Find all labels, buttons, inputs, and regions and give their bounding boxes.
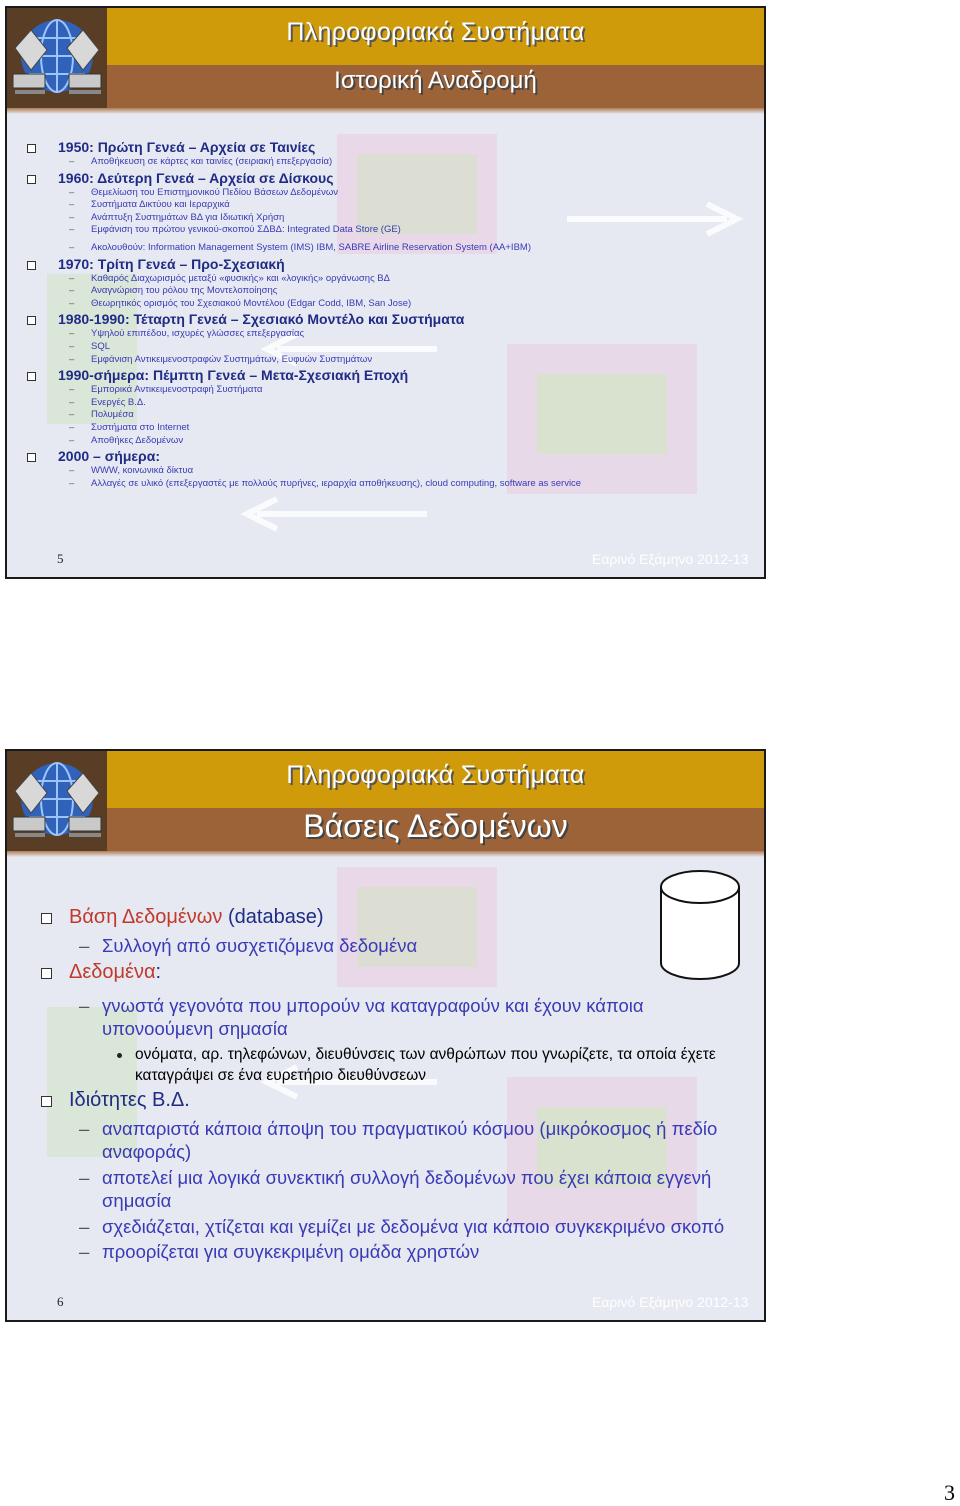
list-heading: Δεδομένα: (7, 958, 764, 987)
square-bullet-icon (41, 968, 52, 979)
square-bullet-icon (27, 144, 36, 153)
list-item: – προορίζεται για συγκεκριμένη ομάδα χρηστών (79, 1241, 480, 1262)
slide-subtitle: Ιστορική Αναδρομή (334, 67, 537, 94)
list-heading: 1990-σήμερα: Πέμπτη Γενεά – Μετα-Σχεσιακή Εποχή (7, 367, 764, 384)
list-item: – Εμφάνιση του πρώτου γενικού-σκοπού ΣΔΒΔ: Integrated Data Store (GE) (69, 224, 401, 236)
square-bullet-icon (27, 453, 36, 462)
list-item: – Ακολουθούν: Information Management System (IMS) IBM, SABRE Airline Reservation System (AA+IBM) (69, 241, 531, 253)
list-heading: Ιδιότητες Β.Δ. (7, 1086, 764, 1115)
square-bullet-icon (27, 372, 36, 381)
list-item: – Εμπορικά Αντικειμενοστραφή Συστήματα (69, 384, 263, 396)
slide-number: 6 (57, 1294, 64, 1309)
slide-subtitle: Βάσεις Δεδομένων (303, 808, 568, 844)
slide-databases (5, 749, 766, 1322)
list-item: – Εμφάνιση Αντικειμενοστραφών Συστημάτων, Ευφυών Συστημάτων (69, 353, 373, 365)
list-item: – Πολυμέσα (69, 409, 134, 421)
list-heading: Βάση Δεδομένων (database) (7, 903, 764, 932)
round-bullet-icon (117, 1053, 122, 1058)
history-list (7, 138, 764, 490)
database-definitions-list (7, 903, 764, 1264)
square-bullet-icon (27, 175, 36, 184)
header-title: Πληροφοριακά Συστήματα (286, 761, 585, 789)
square-bullet-icon (41, 913, 52, 924)
list-item: – Θεωρητικός ορισμός του Σχεσιακού Μοντέλου (Edgar Codd, IBM, San Jose) (69, 297, 412, 309)
globe-network-logo-icon (7, 751, 107, 851)
list-item: – γνωστά γεγονότα που μπορούν να καταγραφούν και έχουν κάποια υπονοούμενη σημασία (79, 994, 644, 1039)
list-item: – Αποθήκες Δεδομένων (69, 434, 184, 446)
list-item: – Αναγνώριση του ρόλου της Μοντελοποίησης (69, 285, 278, 297)
globe-network-logo-icon (7, 8, 107, 108)
list-item: – σχεδιάζεται, χτίζεται και γεμίζει με δεδομένα για κάποιο συγκεκριμένο σκοπό (79, 1215, 725, 1237)
square-bullet-icon (27, 261, 36, 270)
list-item: – Καθαρός Διαχωρισμός μεταξύ «φυσικής» και «λογικής» οργάνωσης ΒΔ (69, 272, 390, 284)
list-item: – Συστήματα Δικτύου και Ιεραρχικά (69, 199, 230, 211)
list-item: – Αλλαγές σε υλικό (επεξεργαστές με πολλούς πυρήνες, ιεραρχία αποθήκευσης), cloud computing, software as service (69, 477, 582, 489)
slide-history (5, 6, 766, 579)
header-title: Πληροφοριακά Συστήματα (286, 18, 585, 46)
list-item: – WWW, κοινωνικά δίκτυα (69, 465, 194, 477)
list-item: – Θεμελίωση του Επιστημονικού Πεδίου Βάσεων Δεδομένων (69, 186, 339, 198)
list-item: – Υψηλού επιπέδου, ισχυρές γλώσσες επεξεργασίας (69, 328, 305, 340)
list-item: – Συστήματα στο Internet (69, 421, 190, 433)
list-item: – Συλλογή από συσχετιζόμενα δεδομένα (79, 935, 418, 956)
list-item: – Ανάπτυξη Συστημάτων ΒΔ για Ιδιωτική Χρήση (69, 211, 285, 223)
square-bullet-icon (41, 1096, 52, 1107)
list-item: – Ενεργές Β.Δ. (69, 396, 146, 408)
square-bullet-icon (27, 316, 36, 325)
list-item: – αναπαριστά κάποια άποψη του πραγματικού κόσμου (μικρόκοσμος ή πεδίο αναφοράς) (79, 1117, 718, 1162)
list-item: – SQL (69, 340, 111, 352)
list-heading: 2000 – σήμερα: (7, 448, 764, 465)
list-heading: 1980-1990: Τέταρτη Γενεά – Σχεσιακό Μοντέλο και Συστήματα (7, 311, 764, 328)
list-example: ονόματα, αρ. τηλεφώνων, διευθύνσεις των ανθρώπων που γνωρίζετε, τα οποία έχετε καταγράψει σε ένα ευρετήριο διευθύνσεων (7, 1044, 764, 1086)
list-item: – αποτελεί μια λογικά συνεκτική συλλογή δεδομένων που έχει κάποια εγγενή σημασία (79, 1166, 712, 1211)
list-heading: 1950: Πρώτη Γενεά – Αρχεία σε Ταινίες (7, 139, 764, 156)
list-heading: 1960: Δεύτερη Γενεά – Αρχεία σε Δίσκους (7, 170, 764, 187)
footer-semester: Εαρινό Εξάμηνο 2012-13 (592, 1294, 749, 1310)
page-number: 3 (944, 1480, 955, 1505)
list-heading: 1970: Τρίτη Γενεά – Προ-Σχεσιακή (7, 256, 764, 273)
footer-semester: Εαρινό Εξάμηνο 2012-13 (592, 551, 749, 567)
slide-number: 5 (57, 551, 64, 566)
list-item: – Αποθήκευση σε κάρτες και ταινίες (σειριακή επεξεργασία) (69, 156, 333, 167)
